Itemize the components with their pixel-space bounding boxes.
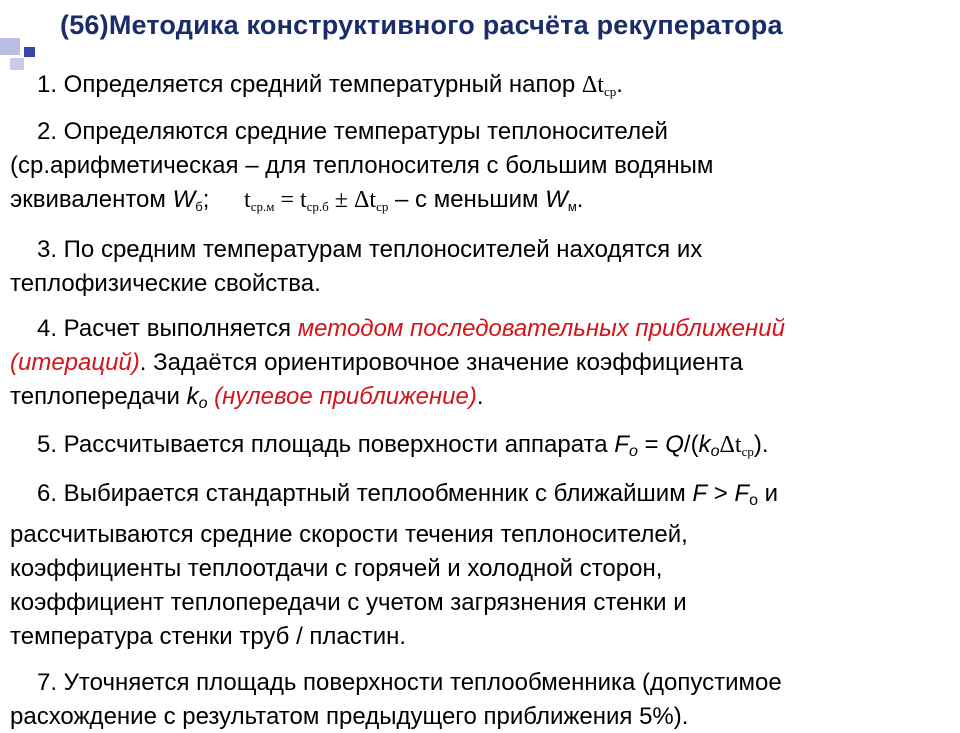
step-4-line-1: [10, 312, 960, 345]
step-6-line-5: температура стенки труб / пластин.: [10, 623, 407, 650]
t-sub-1: ср.м: [250, 199, 275, 214]
step-5: [10, 428, 960, 468]
method-highlight: методом последовательных приближений: [297, 315, 785, 342]
step-1-end: .: [616, 71, 623, 98]
step-5-text: 5. Рассчитывается площадь поверхности аппарата: [37, 431, 615, 458]
delta-t-2: Δt: [719, 432, 742, 458]
t-sym-2: = t: [274, 187, 307, 213]
t-sub-3: ср: [376, 199, 389, 214]
t-sub-2: ср.б: [306, 199, 329, 214]
semicolon: ;: [202, 186, 210, 213]
q-symbol: Q: [665, 431, 684, 458]
slide-title: (56)Методика конструктивного расчёта рекуператора: [60, 10, 783, 40]
w-subscript: б: [195, 199, 203, 214]
iteration-highlight: (итераций): [10, 349, 140, 376]
t-sym-1: t: [244, 187, 251, 213]
w-symbol: W: [172, 186, 196, 213]
step-3-line-1: 3. По средним температурам теплоносителей находятся их: [37, 236, 703, 263]
f-subscript: o: [628, 443, 638, 460]
step-6-line-2: рассчитываются средние скорости течения теплоносителей,: [10, 521, 688, 548]
step-3-line-2: теплофизические свойства.: [10, 270, 321, 297]
f-subscript-3: o: [749, 492, 758, 509]
step-4-line-3: [10, 380, 945, 420]
step-2-line-1: 2. Определяются средние температуры теплоносителей: [37, 118, 668, 145]
k-subscript: o: [198, 395, 208, 412]
step-6-and: и: [757, 480, 779, 507]
step-5-end: ).: [753, 431, 769, 458]
step-6-line-4: коэффициент теплопередачи с учетом загрязнения стенки и: [10, 589, 687, 616]
step-2-text: эквивалентом: [10, 186, 173, 213]
slash: /(: [683, 431, 699, 458]
delta-t-symbol: Δt: [581, 72, 604, 98]
delta-t-subscript: ср: [603, 84, 617, 99]
step-2-line-2: (ср.арифметическая – для теплоносителя с большим водяным: [10, 152, 714, 179]
step-4-end: .: [476, 383, 484, 410]
t-sym-3: ± Δt: [328, 187, 377, 213]
step-4-line-2: [10, 346, 945, 379]
f-symbol: F: [614, 431, 629, 458]
step-7-line-1: 7. Уточняется площадь поверхности теплообменника (допустимое: [37, 669, 782, 696]
k-symbol: k: [186, 383, 199, 410]
step-6-line-1: [10, 477, 960, 517]
step-4-text-3: теплопередачи: [10, 383, 187, 410]
greater-than: >: [707, 480, 735, 507]
delta-t-sub-2: ср: [741, 444, 754, 459]
w2-subscript: м: [567, 199, 577, 214]
zero-approx-highlight: (нулевое приближение): [207, 383, 477, 410]
step-2-line-3: [10, 183, 945, 223]
k-symbol-2: k: [698, 431, 711, 458]
step-6-line-3: коэффициенты теплоотдачи с горячей и холодной сторон,: [10, 555, 663, 582]
k-subscript-2: o: [710, 443, 720, 460]
equals: =: [637, 431, 666, 458]
decor-square-dark: [24, 47, 35, 57]
step-2-end: .: [576, 186, 584, 213]
f-symbol-3: F: [734, 480, 750, 507]
step-4-text: 4. Расчет выполняется: [37, 315, 298, 342]
w2-symbol: W: [545, 186, 568, 213]
decor-square-light: [0, 38, 20, 55]
step-2-tail: – с меньшим: [388, 186, 546, 213]
step-4-text-2: . Задаётся ориентировочное значение коэффициента: [139, 349, 743, 376]
step-7-line-2: расхождение с результатом предыдущего приближения 5%).: [10, 703, 689, 730]
f-symbol-2: F: [692, 480, 708, 507]
step-1: [10, 68, 960, 108]
step-1-text: 1. Определяется средний температурный напор: [37, 71, 582, 98]
step-6-text: 6. Выбирается стандартный теплообменник с ближайшим: [37, 480, 693, 507]
